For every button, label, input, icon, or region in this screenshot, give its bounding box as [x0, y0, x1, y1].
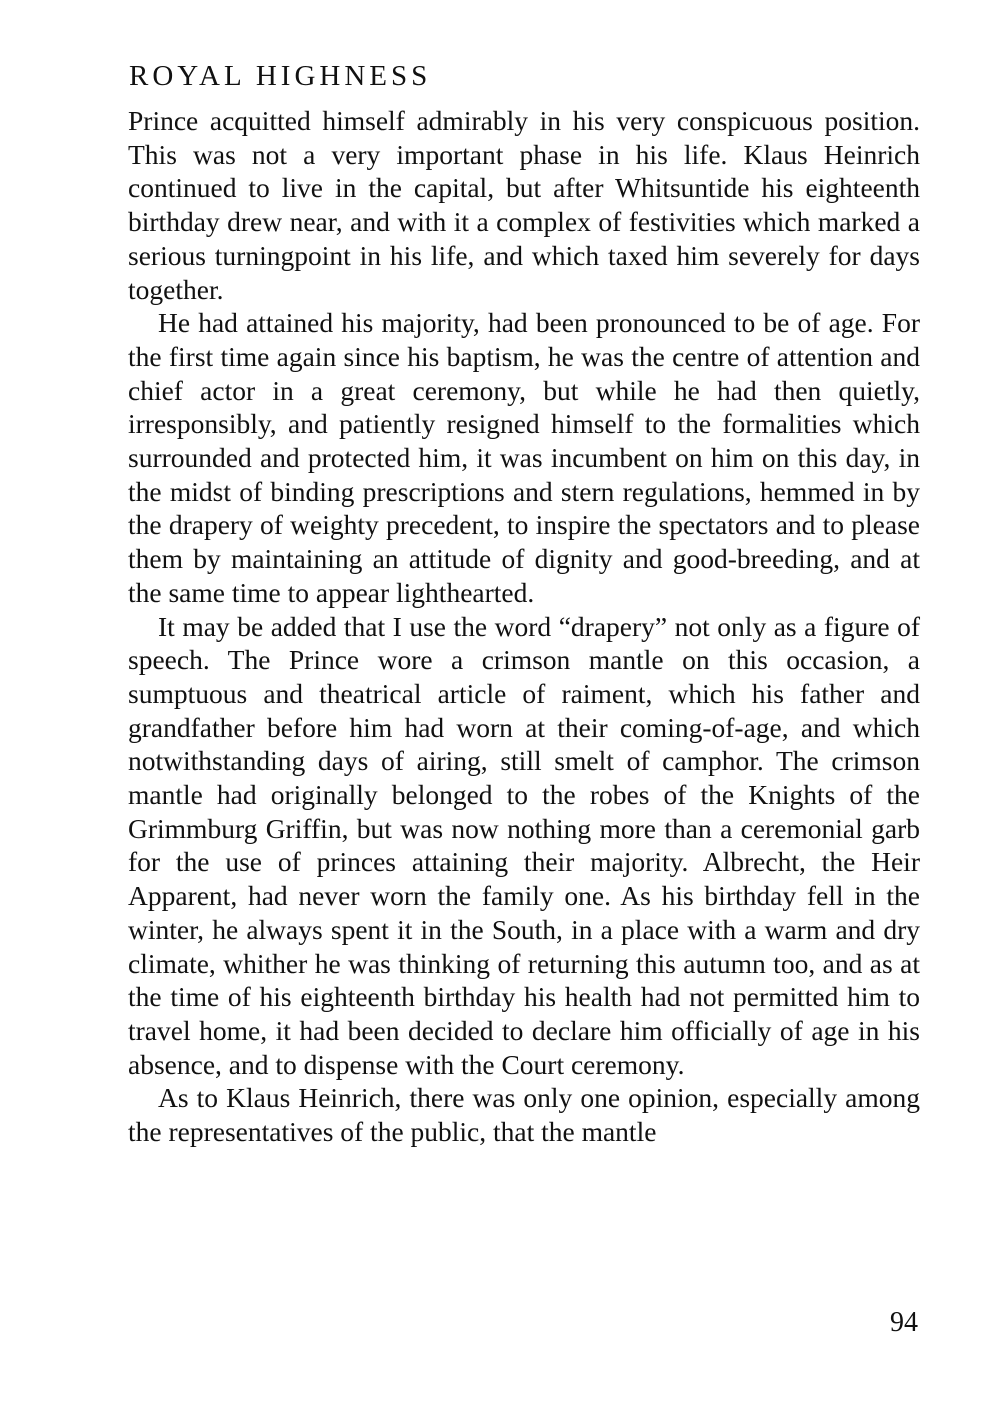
- paragraph-continued: Prince acquitted himself admirably in his very conspicuous position. This was not a very important phase in his life. Klaus Heinrich continued to live in the capital, but after Whitsuntide his eighteenth birthday drew near, and with it a complex of festivities which marked a serious turningpoint in his life, and which taxed him severely for days together.: [128, 105, 920, 305]
- running-head: ROYAL HIGHNESS: [129, 60, 432, 92]
- body-text: [128, 104, 920, 1149]
- page-number: 94: [890, 1307, 918, 1338]
- paragraph-majority: He had attained his majority, had been pronounced to be of age. For the first time again since his baptism, he was the centre of attention and chief actor in a great ceremony, but while he had then quietly, irresponsibly, and patiently resigned himself to the formalities which surrounded and protected him, it was incumbent on him on this day, in the midst of binding prescriptions and stern regulations, hemmed in by the drapery of weighty precedent, to inspire the spectators and to please them by maintaining an attitude of dignity and good-breeding, and at the same time to appear lighthearted.: [128, 307, 920, 608]
- paragraph-drapery: It may be added that I use the word “drapery” not only as a figure of speech. The Prince wore a crimson mantle on this occasion, a sumptuous and theatrical article of raiment, which his father and grandfather before him had worn at their coming-of-age, and which notwithstanding days of airing, still smelt of camphor. The crimson mantle had originally belonged to the robes of the Knights of the Grimmburg Griffin, but was now nothing more than a ceremonial garb for the use of princes attaining their majority. Albrecht, the Heir Apparent, had never worn the family one. As his birthday fell in the winter, he always spent it in the South, in a place with a warm and dry climate, whither he was thinking of returning this autumn too, and as at the time of his eighteenth birthday his health had not permitted him to travel home, it had been decided to declare him officially of age in his absence, and to dispense with the Court ceremony.: [128, 610, 920, 1080]
- paragraph-klaus-heinrich: As to Klaus Heinrich, there was only one opinion, especially among the representatives of the public, that the mantle: [128, 1082, 920, 1148]
